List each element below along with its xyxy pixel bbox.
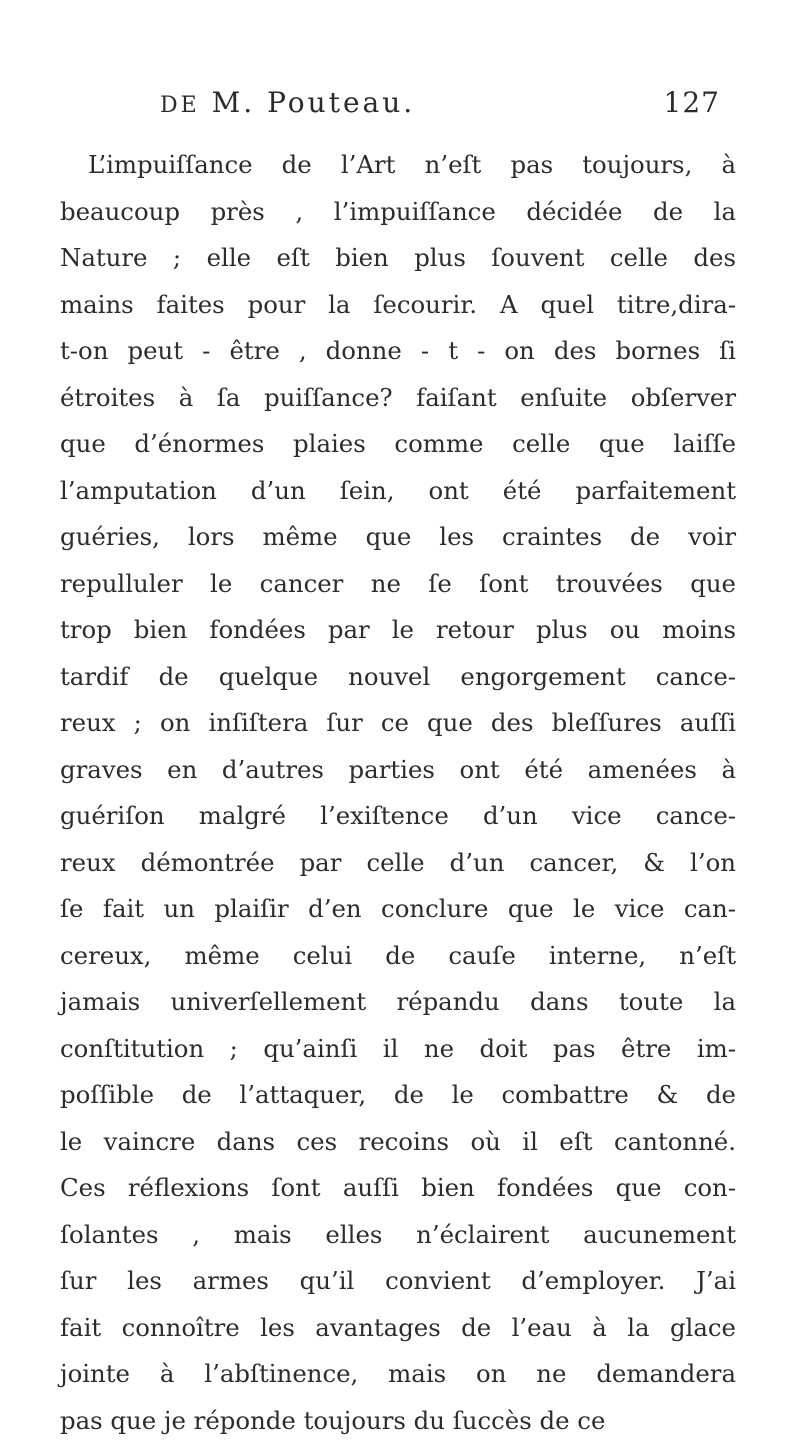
text-line: cereux, même celui de cauſe interne, n’eſt xyxy=(60,933,736,980)
text-line: le vaincre dans ces recoins où il eſt cantonné. xyxy=(60,1119,736,1166)
text-line: étroites à ſa puiſſance? faiſant enſuite obſerver xyxy=(60,375,736,422)
body-text xyxy=(60,142,736,1444)
text-line: ſe fait un plaiſir d’en conclure que le vice can- xyxy=(60,886,736,933)
running-head-name: Pouteau. xyxy=(267,86,415,119)
text-line: que d’énormes plaies comme celle que laiſſe xyxy=(60,421,736,468)
text-line: ſur les armes qu’il convient d’employer. J’ai xyxy=(60,1258,736,1305)
text-line: Nature ; elle eſt bien plus ſouvent celle des xyxy=(60,235,736,282)
text-line: L’impuiſſance de l’Art n’eſt pas toujours, à xyxy=(60,142,736,189)
text-line: guéries, lors même que les craintes de voir xyxy=(60,514,736,561)
text-line: guériſon malgré l’exiſtence d’un vice cance- xyxy=(60,793,736,840)
text-line: poſſible de l’attaquer, de le combattre & de xyxy=(60,1072,736,1119)
text-line: trop bien fondées par le retour plus ou moins xyxy=(60,607,736,654)
text-line: pas que je réponde toujours du ſuccès de ce xyxy=(60,1398,736,1444)
text-line: reux démontrée par celle d’un cancer, & l’on xyxy=(60,840,736,887)
text-line: l’amputation d’un ſein, ont été parfaitement xyxy=(60,468,736,515)
text-line: jointe à l’abſtinence, mais on ne demandera xyxy=(60,1351,736,1398)
text-line: Ces réflexions ſont auſſi bien fondées que con- xyxy=(60,1165,736,1212)
text-line: graves en d’autres parties ont été amenées à xyxy=(60,747,736,794)
running-head-title xyxy=(160,86,415,119)
running-head xyxy=(160,86,720,126)
text-line: fait connoître les avantages de l’eau à la glace xyxy=(60,1305,736,1352)
text-line: ſolantes , mais elles n’éclairent aucunement xyxy=(60,1212,736,1259)
running-head-prefix: DE xyxy=(160,93,200,118)
text-line: repulluler le cancer ne ſe ſont trouvées que xyxy=(60,561,736,608)
text-line: t-on peut - être , donne - t - on des bornes ſi xyxy=(60,328,736,375)
running-head-initial: M. xyxy=(212,86,256,119)
text-line: beaucoup près , l’impuiſſance décidée de la xyxy=(60,189,736,236)
text-line: mains faites pour la ſecourir. A quel titre,dira- xyxy=(60,282,736,329)
page-number: 127 xyxy=(664,86,720,119)
text-line: reux ; on inſiſtera ſur ce que des bleſſures auſſi xyxy=(60,700,736,747)
text-line: jamais univerſellement répandu dans toute la xyxy=(60,979,736,1026)
text-line: conſtitution ; qu’ainſi il ne doit pas être im- xyxy=(60,1026,736,1073)
text-line: tardif de quelque nouvel engorgement cance- xyxy=(60,654,736,701)
